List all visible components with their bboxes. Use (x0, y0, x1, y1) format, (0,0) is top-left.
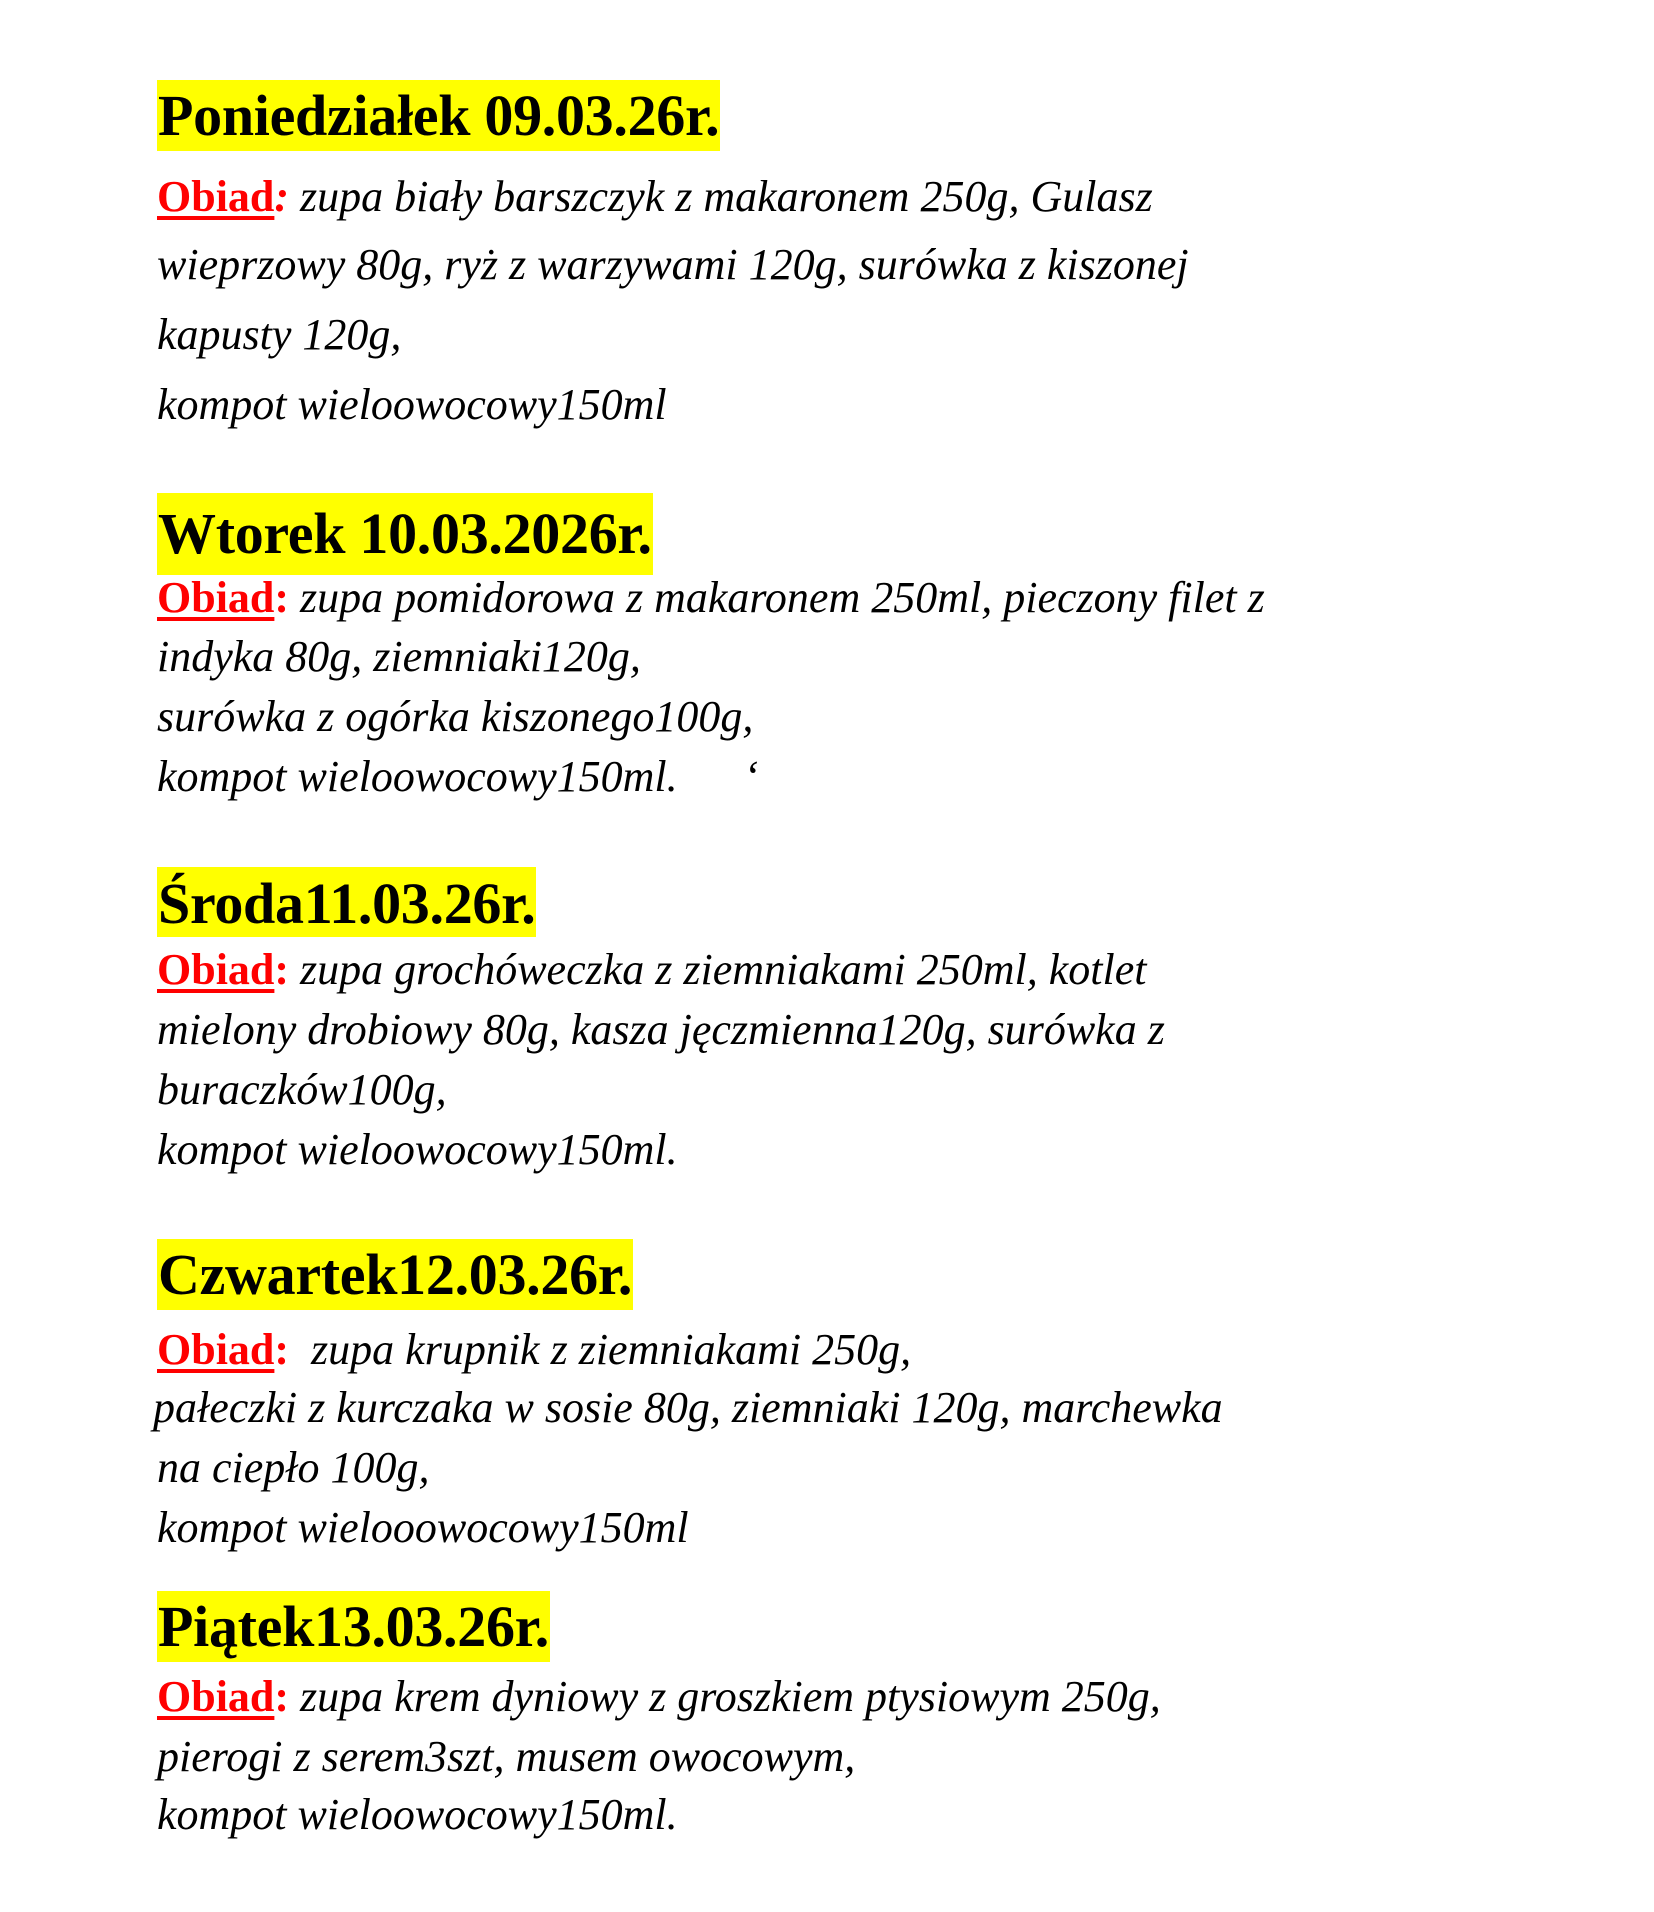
meal-line: wieprzowy 80g, ryż z warzywami 120g, surówka z kiszonej (157, 240, 1189, 289)
meal-first-line (157, 1325, 912, 1374)
day-heading: Czwartek12.03.26r. (157, 1239, 633, 1310)
day-heading: Wtorek 10.03.2026r. (157, 493, 653, 575)
meal-colon: : (274, 172, 290, 221)
day-heading: Piątek13.03.26r. (157, 1591, 550, 1662)
meal-line: kompot wieloowocowy150ml (157, 380, 667, 429)
meal-first-line (157, 172, 1153, 221)
meal-colon: : (274, 945, 290, 994)
day-heading: Poniedziałek 09.03.26r. (157, 80, 720, 151)
meal-first-line (157, 1672, 1161, 1721)
meal-text: zupa grochóweczka z ziemniakami 250ml, kotlet (289, 945, 1147, 994)
meal-text: zupa pomidorowa z makaronem 250ml, pieczony filet z (289, 573, 1265, 622)
meal-line: na ciepło 100g, (157, 1443, 430, 1492)
meal-line: pałeczki z kurczaka w sosie 80g, ziemniaki 120g, marchewka (153, 1383, 1223, 1432)
meal-label: Obiad (157, 1672, 275, 1721)
meal-label: Obiad (157, 1325, 275, 1374)
meal-text: zupa krem dyniowy z groszkiem ptysiowym 250g, (289, 1672, 1161, 1721)
meal-colon: : (274, 1672, 290, 1721)
meal-text: zupa biały barszczyk z makaronem 250g, Gulasz (289, 172, 1153, 221)
meal-first-line (157, 945, 1147, 994)
meal-line: kompot wieloowocowy150ml. ‘ (157, 752, 759, 801)
meal-first-line (157, 573, 1265, 622)
meal-label: Obiad (157, 172, 275, 221)
meal-colon: : (274, 573, 290, 622)
day-heading: Środa11.03.26r. (157, 867, 536, 937)
meal-label: Obiad (157, 573, 275, 622)
meal-line: indyka 80g, ziemniaki120g, (157, 632, 641, 681)
meal-line: kompot wieloowocowy150ml. (157, 1790, 678, 1839)
meal-line: surówka z ogórka kiszonego100g, (157, 692, 754, 741)
meal-text: zupa krupnik z ziemniakami 250g, (289, 1325, 912, 1374)
meal-line: kapusty 120g, (157, 310, 402, 359)
meal-label: Obiad (157, 945, 275, 994)
meal-line: buraczków100g, (157, 1065, 447, 1114)
meal-colon: : (274, 1325, 290, 1374)
meal-line: mielony drobiowy 80g, kasza jęczmienna120g, surówka z (157, 1005, 1165, 1054)
meal-line: pierogi z serem3szt, musem owocowym, (157, 1732, 856, 1781)
meal-line: kompot wielooowocowy150ml (157, 1503, 689, 1552)
meal-line: kompot wieloowocowy150ml. (157, 1125, 678, 1174)
